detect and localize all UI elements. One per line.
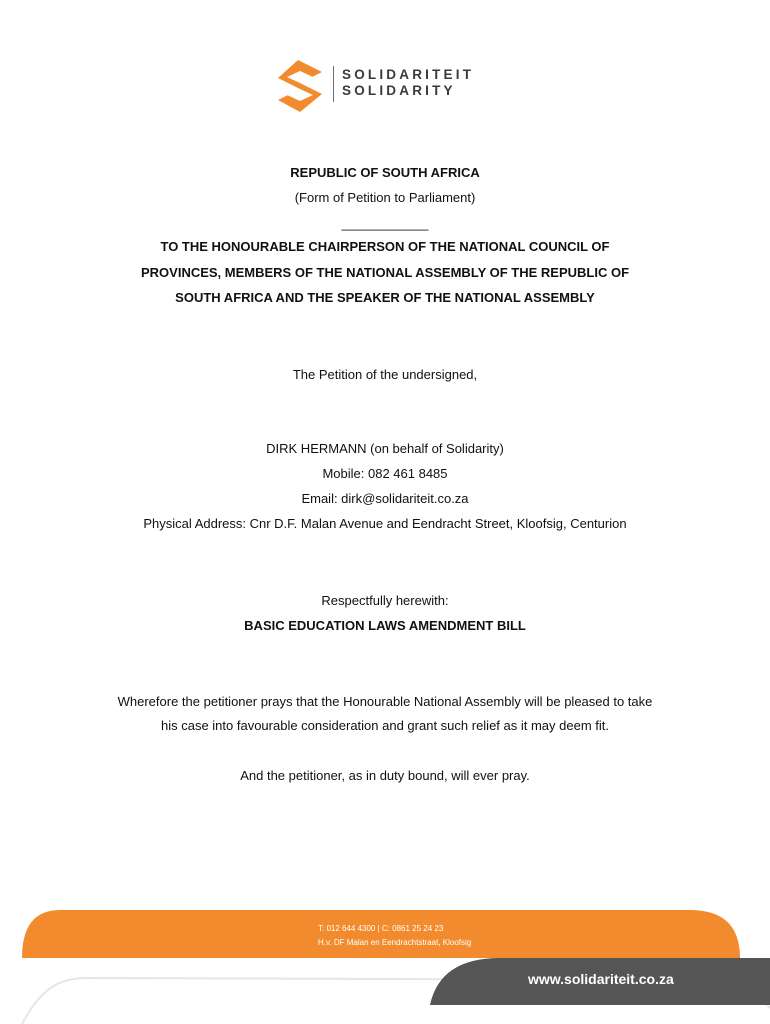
document-subheading: (Form of Petition to Parliament) — [294, 190, 476, 205]
solidarity-s-logo-icon — [276, 60, 324, 112]
addressee-line-2: PROVINCES, MEMBERS OF THE NATIONAL ASSEMBLY OF THE REPUBLIC OF — [140, 265, 630, 280]
respectfully-herewith: Respectfully herewith: — [321, 593, 449, 608]
document-heading: REPUBLIC OF SOUTH AFRICA — [290, 165, 480, 180]
footer-contact-address: H.v. DF Malan en Eendrachtstraat, Kloofsig — [318, 938, 472, 947]
petition-intro: The Petition of the undersigned, — [292, 367, 478, 382]
heading-rule: ____________ — [341, 216, 429, 231]
footer-contact-phone: T: 012 644 4300 | C: 0861 25 24 23 — [318, 924, 444, 933]
bill-title: BASIC EDUCATION LAWS AMENDMENT BILL — [244, 618, 526, 633]
petitioner-mobile: Mobile: 082 461 8485 — [322, 466, 448, 481]
letterhead-footer — [0, 900, 770, 1024]
logo-divider — [333, 66, 334, 102]
footer-shapes — [0, 900, 770, 1024]
footer-website-link[interactable]: www.solidariteit.co.za — [528, 971, 674, 987]
prayer-line-2: his case into favourable consideration and grant such relief as it may deem fit. — [160, 718, 610, 733]
addressee-line-3: SOUTH AFRICA AND THE SPEAKER OF THE NATIONAL ASSEMBLY — [175, 290, 595, 305]
petitioner-name: DIRK HERMANN (on behalf of Solidarity) — [266, 441, 504, 456]
logo-line-solidarity: SOLIDARITY — [342, 83, 456, 98]
logo-line-solidariteit: SOLIDARITEIT — [342, 67, 475, 82]
prayer-line-1: Wherefore the petitioner prays that the Honourable National Assembly will be pleased to take — [117, 694, 653, 709]
logo-wordmark — [342, 67, 474, 99]
solidarity-logo — [276, 60, 476, 112]
addressee-line-1: TO THE HONOURABLE CHAIRPERSON OF THE NATIONAL COUNCIL OF — [160, 239, 610, 254]
petitioner-address: Physical Address: Cnr D.F. Malan Avenue and Eendracht Street, Kloofsig, Centurion — [143, 516, 627, 531]
petitioner-email: Email: dirk@solidariteit.co.za — [301, 491, 469, 506]
closing-line: And the petitioner, as in duty bound, will ever pray. — [240, 768, 530, 783]
footer-orange-band — [22, 910, 740, 958]
